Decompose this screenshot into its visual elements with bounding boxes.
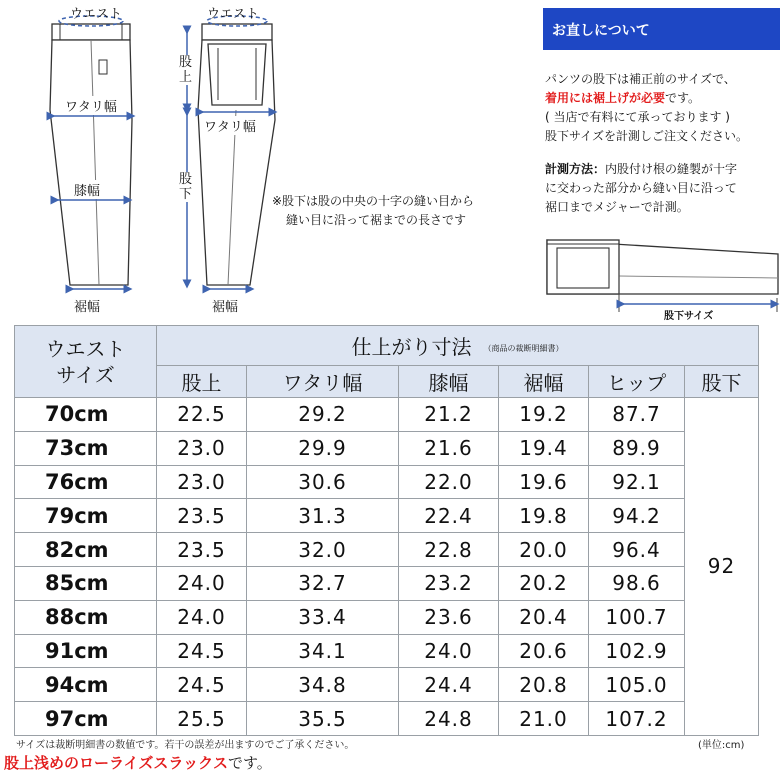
inseam-label: 股下	[178, 172, 192, 202]
hip-cell: 107.2	[589, 702, 685, 736]
alteration-info-panel	[543, 8, 780, 322]
hem-cell: 20.0	[499, 533, 589, 567]
knee-cell: 23.2	[399, 566, 499, 600]
watari-cell: 31.3	[247, 499, 399, 533]
tagline-red: 股上浅めのローライズスラックス	[4, 754, 228, 772]
watari-cell: 32.0	[247, 533, 399, 567]
hem-cell: 20.6	[499, 634, 589, 668]
waist-size-header	[15, 326, 157, 398]
waist-size-cell: 94cm	[15, 668, 157, 702]
watari-label: ワタリ幅	[65, 96, 117, 115]
rise-cell: 23.5	[157, 533, 247, 567]
hem-cell: 19.2	[499, 398, 589, 432]
column-header: 裾幅	[499, 366, 589, 398]
hemming-required-text: 着用には裾上げが必要	[545, 91, 666, 105]
finished-size-header	[157, 326, 759, 366]
front-pants-figure	[50, 24, 132, 285]
column-header: ワタリ幅	[247, 366, 399, 398]
back-waist-label: ウエスト	[207, 7, 260, 22]
front-waist-label: ウエスト	[70, 7, 123, 22]
rise-label: 股上	[178, 55, 192, 85]
watari-cell: 34.1	[247, 634, 399, 668]
table-row	[15, 533, 759, 567]
hem-cell: 19.6	[499, 465, 589, 499]
column-header: 股上	[157, 366, 247, 398]
hip-cell: 89.9	[589, 431, 685, 465]
rise-cell: 23.0	[157, 465, 247, 499]
finished-size-note: （商品の裁断明細書）	[483, 344, 564, 353]
hem-cell: 20.4	[499, 600, 589, 634]
rise-cell: 24.5	[157, 668, 247, 702]
hem-cell: 19.8	[499, 499, 589, 533]
info-title: お直しについて	[543, 8, 780, 50]
size-table	[14, 325, 759, 736]
waist-size-cell: 79cm	[15, 499, 157, 533]
waist-size-cell: 70cm	[15, 398, 157, 432]
hip-cell: 98.6	[589, 566, 685, 600]
finished-size-title: 仕上がり寸法	[351, 335, 472, 359]
measure-method	[545, 160, 780, 217]
measure-label: 計測方法：	[545, 162, 606, 176]
waist-size-cell: 76cm	[15, 465, 157, 499]
hem-cell: 19.4	[499, 431, 589, 465]
hip-cell: 105.0	[589, 668, 685, 702]
note-line-2: 縫い目に沿って裾までの長さです	[286, 213, 467, 227]
watari-cell: 33.4	[247, 600, 399, 634]
knee-cell: 24.4	[399, 668, 499, 702]
info-line-2	[545, 89, 780, 108]
knee-cell: 22.8	[399, 533, 499, 567]
front-hem-label: 裾幅	[74, 300, 101, 315]
tagline	[4, 752, 272, 773]
watari-cell: 35.5	[247, 702, 399, 736]
waist-size-cell: 88cm	[15, 600, 157, 634]
measure-line-3: 裾口までメジャーで計測。	[545, 200, 689, 214]
inseam-cell: 92	[685, 398, 759, 736]
knee-cell: 21.2	[399, 398, 499, 432]
pants-diagram	[0, 0, 530, 320]
watari-cell: 32.7	[247, 566, 399, 600]
measure-line-2: に交わった部分から縫い目に沿って	[545, 181, 737, 195]
knee-cell: 24.0	[399, 634, 499, 668]
table-row	[15, 566, 759, 600]
knee-cell: 22.0	[399, 465, 499, 499]
waist-size-cell: 97cm	[15, 702, 157, 736]
rise-cell: 22.5	[157, 398, 247, 432]
table-row	[15, 668, 759, 702]
watari-cell: 34.8	[247, 668, 399, 702]
hip-cell: 92.1	[589, 465, 685, 499]
waist-size-cell: 73cm	[15, 431, 157, 465]
rise-cell: 24.0	[157, 600, 247, 634]
rise-cell: 23.5	[157, 499, 247, 533]
pants-illustration	[0, 0, 530, 320]
note-line-1: ※股下は股の中央の十字の縫い目から	[272, 194, 475, 208]
knee-cell: 24.8	[399, 702, 499, 736]
inseam-size-caption: 股下サイズ	[664, 311, 714, 322]
table-row	[15, 431, 759, 465]
info-line-4: 股下サイズを計測しご注文ください。	[545, 129, 749, 143]
knee-cell: 22.4	[399, 499, 499, 533]
hip-cell: 94.2	[589, 499, 685, 533]
table-row	[15, 398, 759, 432]
back-watari-label: ワタリ幅	[204, 116, 256, 135]
waist-size-cell: 91cm	[15, 634, 157, 668]
hem-cell: 21.0	[499, 702, 589, 736]
table-row	[15, 702, 759, 736]
back-pants-figure	[198, 24, 275, 285]
hem-cell: 20.8	[499, 668, 589, 702]
info-line-3: ( 当店で有料にて承っております )	[545, 110, 730, 124]
table-row	[15, 499, 759, 533]
rise-cell: 23.0	[157, 431, 247, 465]
table-row	[15, 634, 759, 668]
rise-cell: 24.5	[157, 634, 247, 668]
tagline-tail: です。	[227, 754, 272, 772]
hip-cell: 87.7	[589, 398, 685, 432]
knee-label: 膝幅	[74, 180, 100, 199]
waist-header-line-1: ウエスト	[45, 336, 126, 361]
rise-cell: 24.0	[157, 566, 247, 600]
size-table-body	[15, 398, 759, 736]
watari-cell: 30.6	[247, 465, 399, 499]
watari-cell: 29.2	[247, 398, 399, 432]
footnote: サイズは裁断明細書の数値です。若干の誤差が出ますのでご了承ください。	[16, 740, 355, 751]
knee-cell: 23.6	[399, 600, 499, 634]
inseam-note	[272, 192, 474, 230]
column-header: ヒップ	[589, 366, 685, 398]
table-row	[15, 465, 759, 499]
knee-cell: 21.6	[399, 431, 499, 465]
hip-cell: 100.7	[589, 600, 685, 634]
back-hem-label: 裾幅	[212, 300, 239, 315]
hip-cell: 102.9	[589, 634, 685, 668]
column-header: 膝幅	[399, 366, 499, 398]
inseam-measure-figure	[543, 232, 780, 312]
unit-label: (単位:cm)	[698, 740, 745, 751]
info-line-2-tail: です。	[665, 91, 701, 105]
waist-size-cell: 85cm	[15, 566, 157, 600]
info-line-1: パンツの股下は補正前のサイズで、	[545, 72, 736, 86]
watari-cell: 29.9	[247, 431, 399, 465]
rise-cell: 25.5	[157, 702, 247, 736]
hem-cell: 20.2	[499, 566, 589, 600]
waist-size-cell: 82cm	[15, 533, 157, 567]
column-header: 股下	[685, 366, 759, 398]
waist-header-line-2: サイズ	[56, 362, 115, 387]
table-row	[15, 600, 759, 634]
hip-cell: 96.4	[589, 533, 685, 567]
measure-line-1: 内股付け根の縫製が十字	[605, 162, 738, 176]
